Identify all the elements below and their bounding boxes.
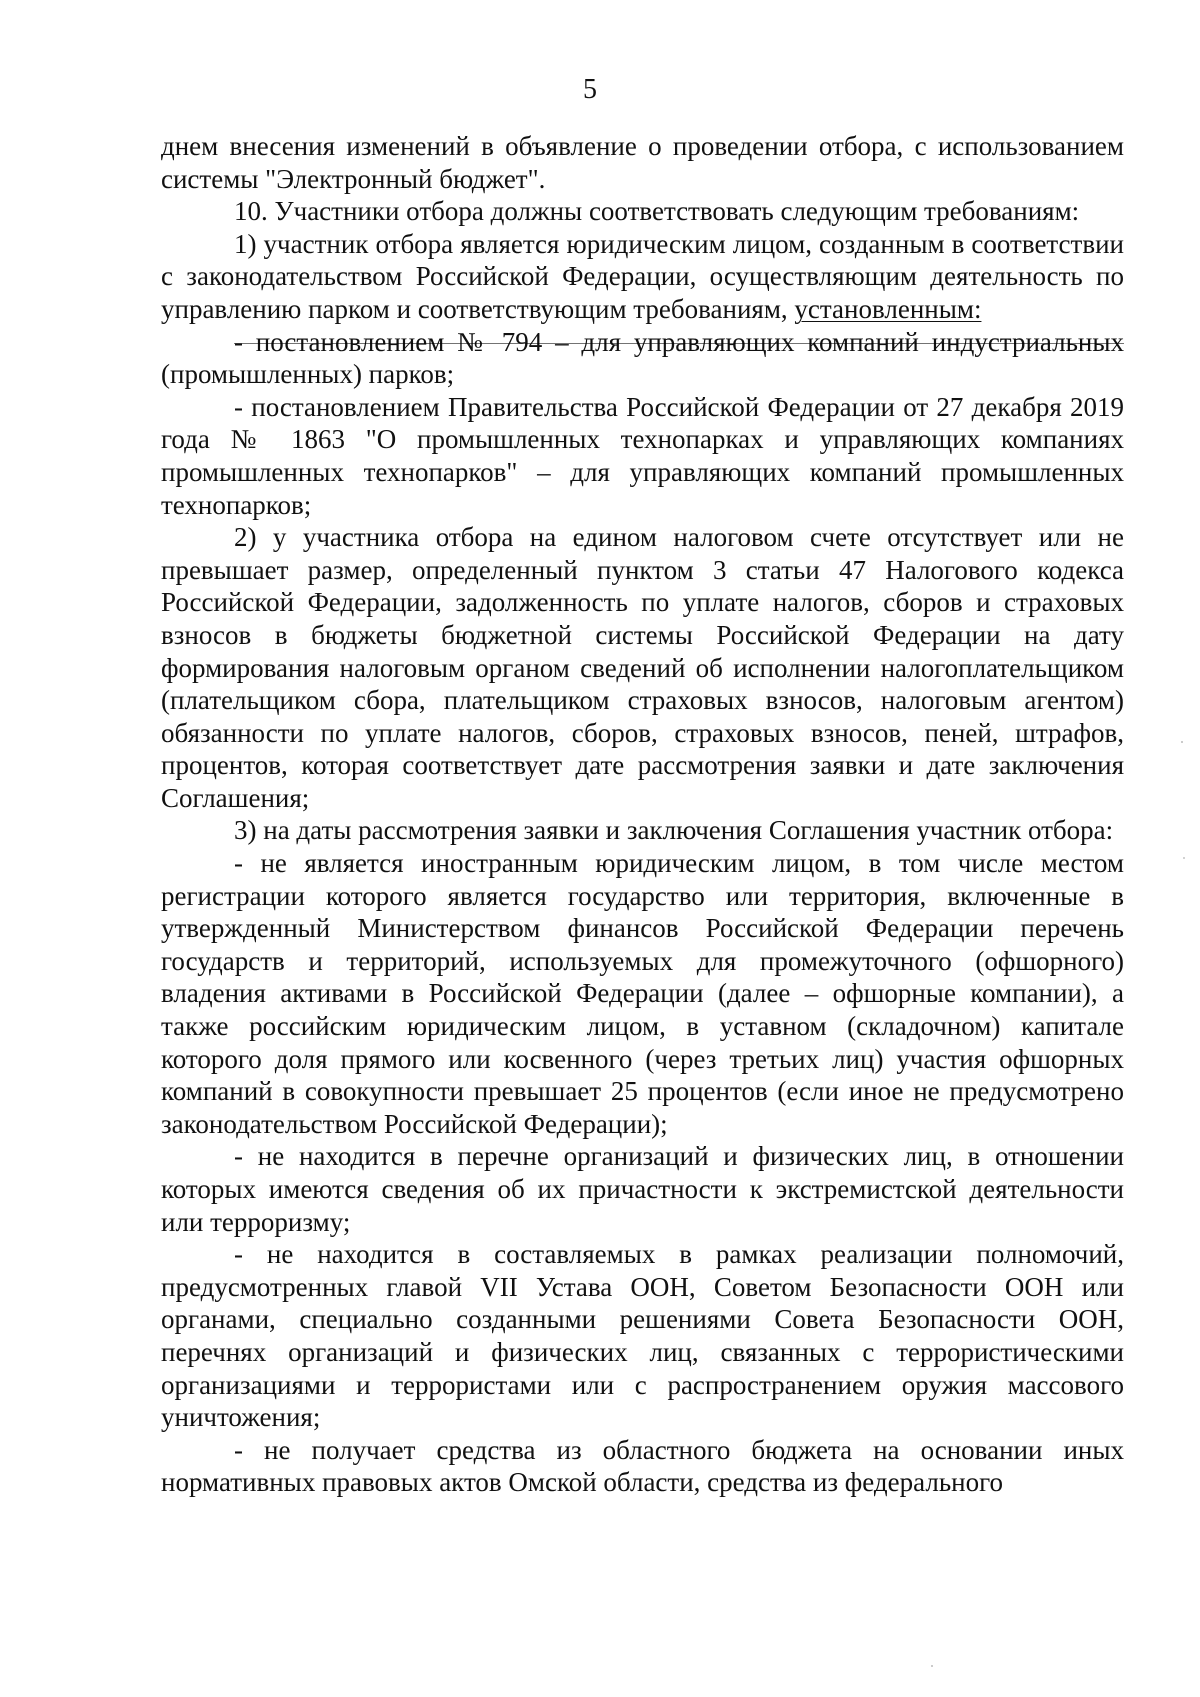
paragraph-decree-1863: - постановлением Правительства Российской Федерации от 27 декабря 2019 года № 1863 "О промышленных технопарках и управляющих компаниях промышленных технопарков" – для управляющих компаний промышленных технопарков; bbox=[161, 391, 1124, 520]
paragraph-not-extremist-list: - не находится в перечне организаций и физических лиц, в отношении которых имеются сведения об их причастности к экстремистской деятельности или терроризму; bbox=[161, 1141, 1124, 1237]
paragraph-subitem-2: 2) у участника отбора на едином налоговом счете отсутствует или не превышает размер, определенный пунктом 3 статьи 47 Налогового кодекса Российской Федерации, задолженность по уплате налогов, сборов и страховых взносов в бюджеты бюджетной системы Российской Федерации на дату формирования налоговым органом сведений об исполнении налогоплательщиком (плательщиком сбора, плательщиком страховых взносов, налоговым агентом) обязанности по уплате налогов, сборов, страховых взносов, пеней, штрафов, процентов, которая соответствует дате рассмотрения заявки и дате заключения Соглашения; bbox=[161, 522, 1124, 813]
paragraph-subitem-1-text: 1) участник отбора является юридическим лицом, созданным в соответствии с законодательством Российской Федерации, осуществляющим деятельность по управлению парком и соответствующим требованиям, bbox=[161, 228, 1124, 324]
paragraph-not-un-list: - не находится в составляемых в рамках реализации полномочий, предусмотренных главой VII Устава ООН, Советом Безопасности ООН или органами, специально созданными решениями Совета Безопасности ООН, перечнях организаций и физических лиц, связанных с террористическими организациями и террористами или с распространением оружия массового уничтожения; bbox=[161, 1239, 1124, 1433]
struck-line: - постановлением № 794 – для управляющих компаний индустриальных bbox=[234, 326, 1124, 357]
paragraph-continuation: днем внесения изменений в объявление о проведении отбора, с использованием системы "Электронный бюджет". bbox=[161, 131, 1124, 194]
paragraph-subitem-3: 3) на даты рассмотрения заявки и заключения Соглашения участник отбора: bbox=[234, 815, 1114, 846]
page-number: 5 bbox=[583, 74, 597, 105]
paragraph-item-10: 10. Участники отбора должны соответствовать следующим требованиям: bbox=[234, 196, 1080, 227]
underlined-word: установленным: bbox=[794, 293, 982, 324]
paragraph-decree-794-tail: (промышленных) парков; bbox=[161, 359, 455, 390]
paragraph-decree-794 bbox=[161, 326, 1124, 391]
paragraph-not-receiving-funds: - не получает средства из областного бюджета на основании иных нормативных правовых актов Омской области, средства из федерального bbox=[161, 1434, 1124, 1498]
paragraph-subitem-1 bbox=[161, 228, 1124, 326]
paragraph-not-foreign-entity: - не является иностранным юридическим лицом, в том числе местом регистрации которого является государство или территория, включенные в утвержденный Министерством финансов Российской Федерации перечень государств и территорий, используемых для промежуточного (офшорного) владения активами в Российской Федерации (далее – офшорные компании), а также российским юридическим лицом, в уставном (складочном) капитале которого доля прямого или косвенного (через третьих лиц) участия офшорных компаний в совокупности превышает 25 процентов (если иное не предусмотрено законодательством Российской Федерации); bbox=[161, 848, 1124, 1139]
document-body bbox=[161, 130, 1124, 1499]
